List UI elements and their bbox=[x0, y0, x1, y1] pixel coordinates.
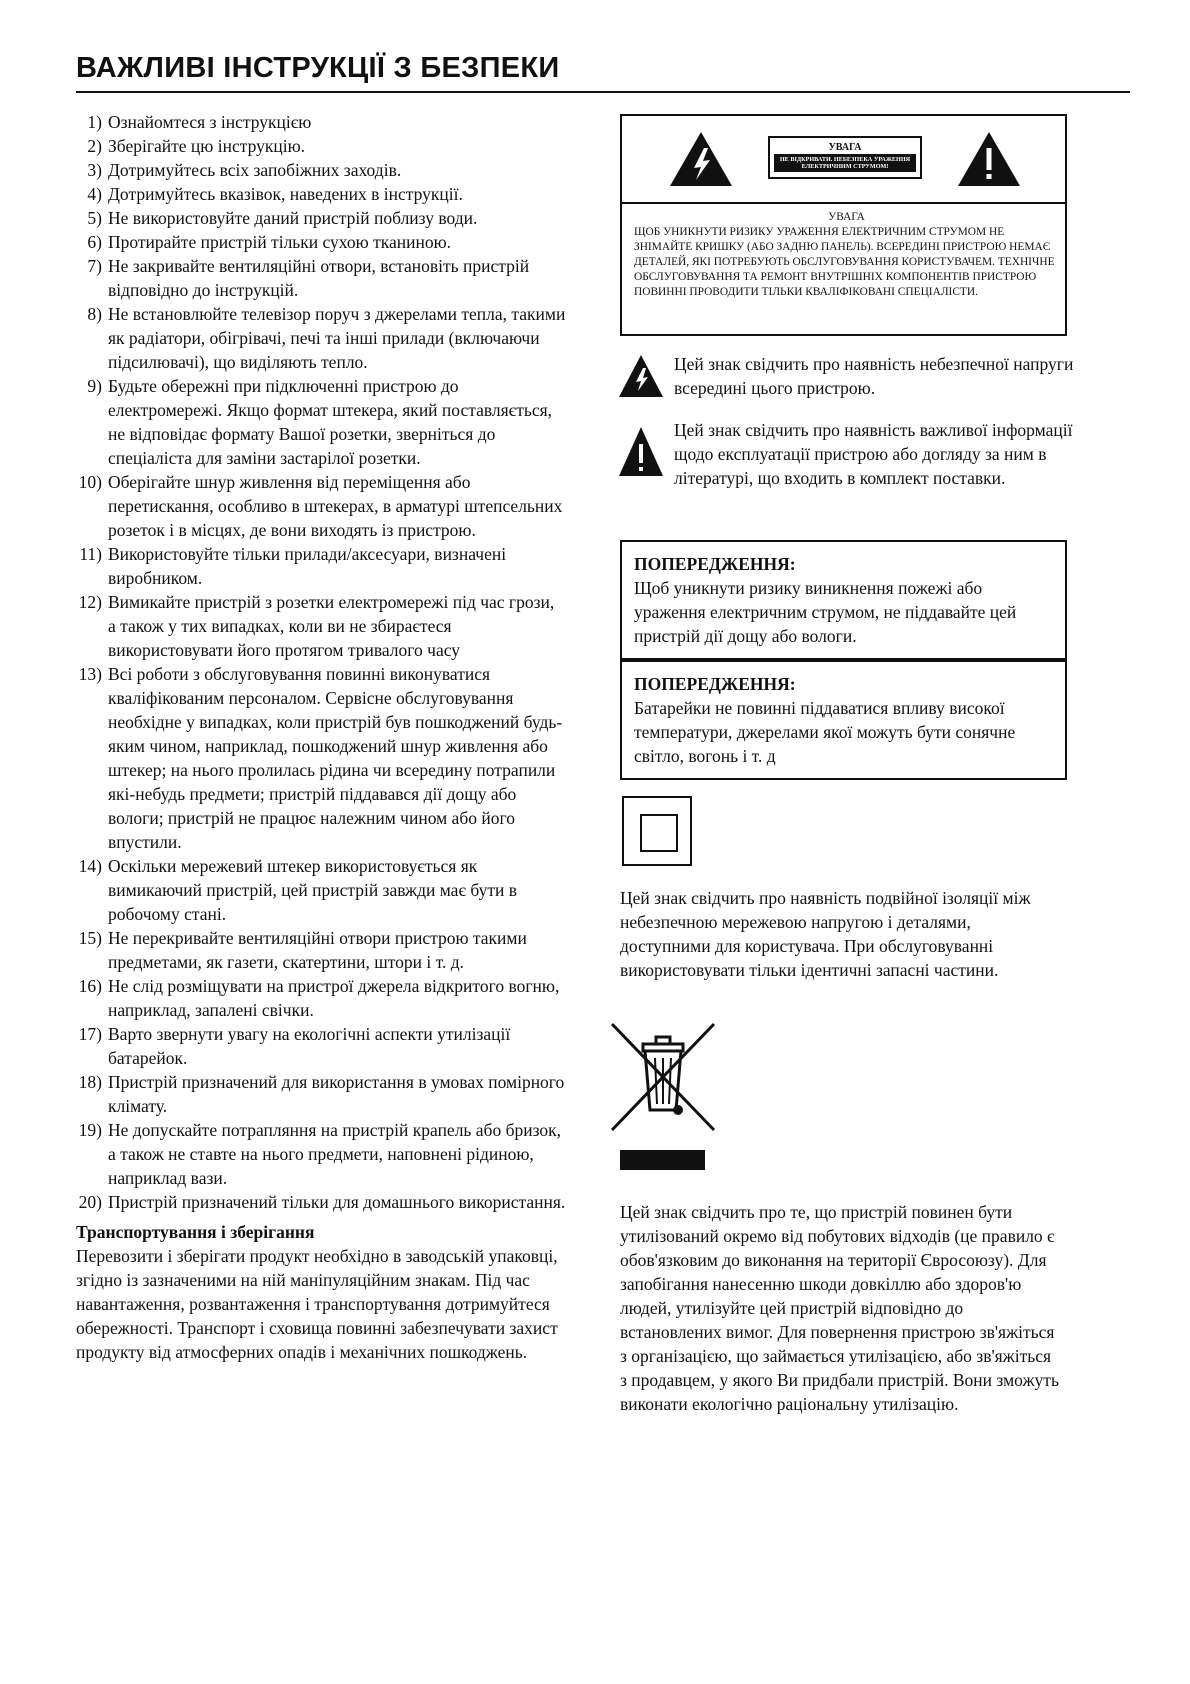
instruction-text: Протирайте пристрій тільки сухою тканиною. bbox=[108, 232, 452, 252]
instruction-text: Оскільки мережевий штекер використовується як вимикаючий пристрій, цей пристрій завжди має бути в робочому стані. bbox=[108, 856, 517, 924]
instruction-number: 2) bbox=[87, 136, 102, 156]
voltage-sign-text: Цей знак свідчить про наявність небезпечної напруги всередині цього пристрою. bbox=[674, 354, 1074, 398]
instruction-item bbox=[76, 590, 566, 662]
instruction-number: 8) bbox=[87, 304, 102, 324]
fire-warning-title: ПОПЕРЕДЖЕННЯ: bbox=[634, 554, 796, 574]
instruction-text: Дотримуйтесь вказівок, наведених в інструкції. bbox=[108, 184, 463, 204]
instruction-number: 3) bbox=[87, 160, 102, 180]
instruction-item bbox=[76, 182, 566, 206]
crossed-bin-icon bbox=[610, 1022, 716, 1132]
instruction-number: 6) bbox=[87, 232, 102, 252]
instruction-number: 5) bbox=[87, 208, 102, 228]
info-sign-text: Цей знак свідчить про наявність важливої інформації щодо експлуатації пристрою або догляду за ним в літературі, що входить в комплект поставки. bbox=[674, 420, 1073, 488]
instruction-item bbox=[76, 542, 566, 590]
instruction-number: 15) bbox=[78, 928, 102, 948]
instruction-number: 1) bbox=[87, 112, 102, 132]
instruction-item bbox=[76, 1022, 566, 1070]
battery-warning-box bbox=[620, 660, 1067, 780]
instruction-number: 7) bbox=[87, 256, 102, 276]
instruction-number: 14) bbox=[78, 856, 102, 876]
battery-warning-title: ПОПЕРЕДЖЕННЯ: bbox=[634, 674, 796, 694]
instruction-text: Ознайомтеся з інструкцією bbox=[108, 112, 312, 132]
instruction-number: 13) bbox=[78, 664, 102, 684]
instruction-item bbox=[76, 158, 566, 182]
instruction-item bbox=[76, 926, 566, 974]
instruction-text: Не закривайте вентиляційні отвори, встановіть пристрій відповідно до інструкцій. bbox=[108, 256, 530, 300]
instruction-text: Не слід розміщувати на пристрої джерела відкритого вогню, наприклад, запалені свічки. bbox=[108, 976, 560, 1020]
exclamation-warning-icon bbox=[956, 130, 1022, 188]
instruction-text: Пристрій призначений для використання в умовах помірного клімату. bbox=[108, 1072, 565, 1116]
instruction-item bbox=[76, 974, 566, 1022]
page-title: ВАЖЛИВІ ІНСТРУКЦІЇ З БЕЗПЕКИ bbox=[76, 52, 560, 84]
battery-warning-text: Батарейки не повинні піддаватися впливу високої температури, джерелами якої можуть бути сонячне світло, вогонь і т. д bbox=[634, 698, 1016, 766]
instruction-item bbox=[76, 110, 566, 134]
instruction-text: Всі роботи з обслуговування повинні виконуватися кваліфікованим персоналом. Сервісне обслуговування необхідне у випадках, коли пристрій був пошкоджений будь-яким чином, наприклад, пошкоджений шнур живлення або штекер; на нього пролилась рідина чи всередину потрапили які-небудь предмети; пристрій піддавався дії дощу або вологи; пристрій не працює належним чином або його впустили. bbox=[108, 664, 563, 852]
fire-warning-text: Щоб уникнути ризику виникнення пожежі або ураження електричним струмом, не піддавайте цей пристрій дії дощу або вологи. bbox=[634, 578, 1017, 646]
instruction-text: Не допускайте потрапляння на пристрій крапель або бризок, а також не ставте на нього предмети, наповнені рідиною, наприклад вази. bbox=[108, 1120, 562, 1188]
transport-heading: Транспортування і зберігання bbox=[76, 1222, 315, 1242]
lightning-warning-icon bbox=[668, 130, 734, 188]
instruction-number: 9) bbox=[87, 376, 102, 396]
caution-label bbox=[768, 136, 922, 179]
title-divider bbox=[76, 91, 1130, 93]
fire-warning-box bbox=[620, 540, 1067, 660]
instruction-text: Зберігайте цю інструкцію. bbox=[108, 136, 306, 156]
instruction-number: 16) bbox=[78, 976, 102, 996]
instruction-item bbox=[76, 254, 566, 302]
instructions-list bbox=[76, 110, 566, 1214]
caution-box bbox=[620, 114, 1067, 336]
caution-header bbox=[622, 116, 1065, 204]
instruction-item bbox=[76, 374, 566, 470]
instruction-item bbox=[76, 206, 566, 230]
instruction-number: 20) bbox=[78, 1192, 102, 1212]
instruction-item bbox=[76, 854, 566, 926]
double-insulation-icon bbox=[622, 796, 692, 866]
instruction-number: 17) bbox=[78, 1024, 102, 1044]
instruction-text: Варто звернути увагу на екологічні аспекти утилізації батарейок. bbox=[108, 1024, 511, 1068]
lightning-triangle-icon bbox=[618, 354, 664, 398]
instruction-text: Не використовуйте даний пристрій поблизу води. bbox=[108, 208, 478, 228]
caution-label-sub: НЕ ВІДКРИВАТИ. НЕБЕЗПЕКА УРАЖЕННЯ ЕЛЕКТРИЧНИМ СТРУМОМ! bbox=[774, 154, 916, 172]
instruction-text: Оберігайте шнур живлення від переміщення або перетискання, особливо в штекерах, в арматурі штепсельних розеток і в місцях, де вони виходять із пристрою. bbox=[108, 472, 563, 540]
instruction-item bbox=[76, 662, 566, 854]
disposal-bar bbox=[620, 1150, 705, 1170]
instruction-item bbox=[76, 1070, 566, 1118]
instruction-number: 10) bbox=[78, 472, 102, 492]
instruction-item bbox=[76, 302, 566, 374]
instruction-item bbox=[76, 1118, 566, 1190]
instruction-number: 19) bbox=[78, 1120, 102, 1140]
instruction-item bbox=[76, 470, 566, 542]
instruction-text: Пристрій призначений тільки для домашнього використання. bbox=[108, 1192, 566, 1212]
transport-text: Перевозити і зберігати продукт необхідно в заводській упаковці, згідно із зазначеними на ній маніпуляційним знакам. Під час навантаження, розвантаження і транспортування дотримуйтеся обережності. Транспорт і сховища повинні забезпечувати захист продукту від атмосферних опадів і механічних пошкоджень. bbox=[76, 1246, 558, 1362]
caution-body-title: УВАГА bbox=[828, 211, 865, 223]
instruction-text: Не перекривайте вентиляційні отвори пристрою такими предметами, як газети, скатертини, штори і т. д. bbox=[108, 928, 527, 972]
instruction-item bbox=[76, 134, 566, 158]
caution-body bbox=[634, 210, 1059, 300]
instruction-text: Дотримуйтесь всіх запобіжних заходів. bbox=[108, 160, 402, 180]
instruction-text: Використовуйте тільки прилади/аксесуари, визначені виробником. bbox=[108, 544, 507, 588]
caution-body-text: ЩОБ УНИКНУТИ РИЗИКУ УРАЖЕННЯ ЕЛЕКТРИЧНИМ СТРУМОМ НЕ ЗНІМАЙТЕ КРИШКУ (АБО ЗАДНЮ ПАНЕЛЬ). ВСЕРЕДИНІ ПРИСТРОЮ НЕМАЄ ДЕТАЛЕЙ, ЯКІ ПОТРЕБУЮТЬ ОБСЛУГОВУВАННЯ КОРИСТУВАЧЕМ. ТЕХНІЧНЕ ОБСЛУГОВУВАННЯ ТА РЕМОНТ ВНУТРІШНІХ КОМПОНЕНТІВ ПРИСТРОЮ ПОВИННІ ПРОВОДИТИ ТІЛЬКИ КВАЛІФІКОВАНІ СПЕЦІАЛІСТИ. bbox=[634, 226, 1055, 298]
instruction-number: 12) bbox=[78, 592, 102, 612]
instruction-text: Не встановлюйте телевізор поруч з джерелами тепла, такими як радіатори, обігрівачі, печі та інші прилади (включаючи підсилювачі), що виділяють тепло. bbox=[108, 304, 566, 372]
double-insulation-text: Цей знак свідчить про наявність подвійної ізоляції між небезпечною мережевою напругою і деталями, доступними для користувача. При обслуговуванні використовувати тільки ідентичні запасні частини. bbox=[620, 888, 1031, 980]
instruction-text: Будьте обережні при підключенні пристрою до електромережі. Якщо формат штекера, який поставляється, не відповідає формату Вашої розетки, зверніться до спеціаліста для заміни застарілої розетки. bbox=[108, 376, 553, 468]
instruction-text: Вимикайте пристрій з розетки електромережі під час грози, а також у тих випадках, коли ви не збираєтеся використовувати його протягом тривалого часу bbox=[108, 592, 555, 660]
instruction-number: 4) bbox=[87, 184, 102, 204]
disposal-text: Цей знак свідчить про те, що пристрій повинен бути утилізований окремо від побутових відходів (це правило є обов'язковим до виконання на території Євросоюзу). Для запобігання нанесенню шкоди довкіллю або здоров'ю людей, утилізуйте цей пристрій відповідно до встановлених вимог. Для повернення пристрою зв'яжіться з організацією, що займається утилізацією, або зв'яжіться з продавцем, у якого Ви придбали пристрій. Вони зможуть виконати екологічно раціональну утилізацію. bbox=[620, 1202, 1059, 1414]
instruction-number: 11) bbox=[79, 544, 102, 564]
instruction-item bbox=[76, 230, 566, 254]
instruction-item bbox=[76, 1190, 566, 1214]
exclamation-triangle-icon bbox=[618, 426, 664, 478]
instruction-number: 18) bbox=[78, 1072, 102, 1092]
caution-label-title: УВАГА bbox=[828, 142, 862, 153]
instructions-column bbox=[76, 110, 566, 1364]
